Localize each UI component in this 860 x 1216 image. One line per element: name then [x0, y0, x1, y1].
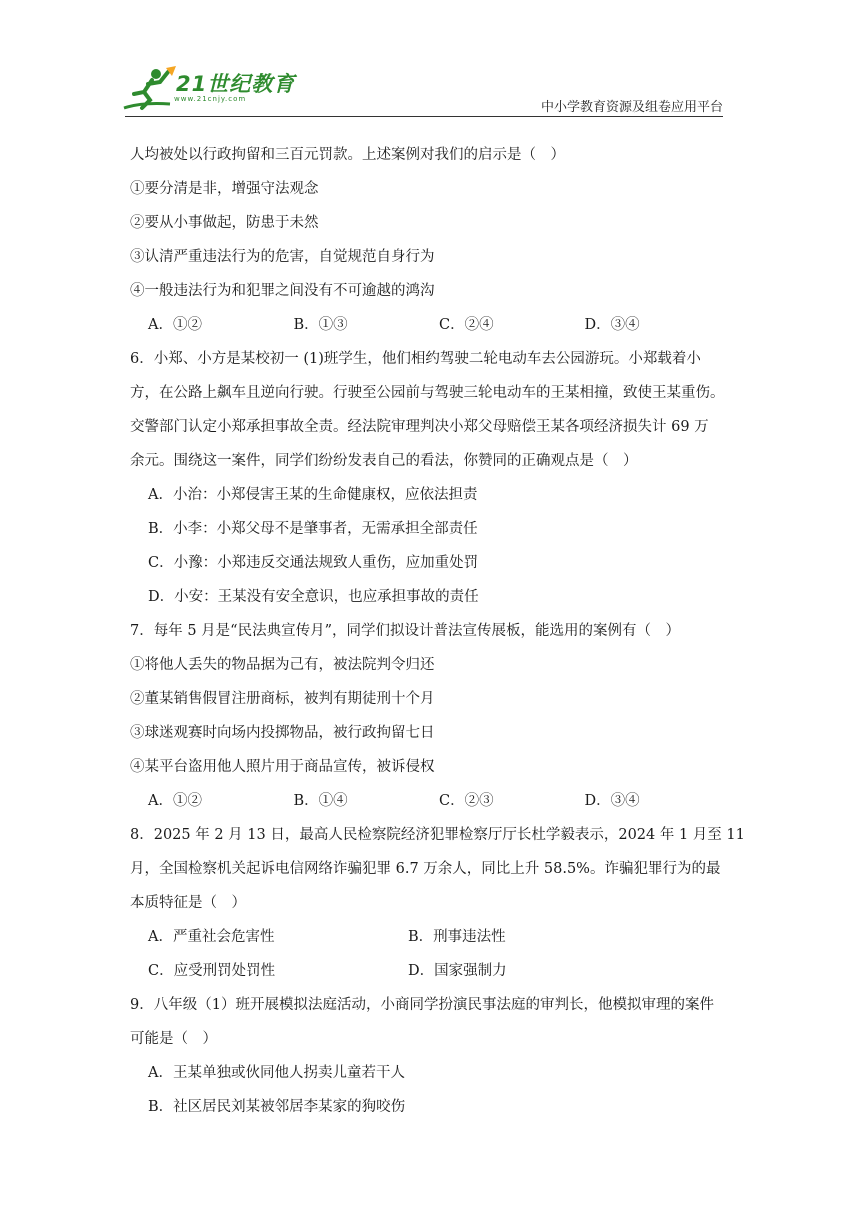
q7-options: [130, 784, 730, 818]
q5-option-c[interactable]: C．②④: [439, 317, 494, 333]
q5-item: ②要从小事做起，防患于未然: [130, 215, 319, 231]
q8-option-b[interactable]: B．刑事违法性: [408, 929, 506, 945]
q7-item: ①将他人丢失的物品据为己有，被法院判令归还: [130, 657, 435, 673]
page-header: [0, 0, 860, 118]
q9-option-b[interactable]: B．社区居民刘某被邻居李某家的狗咬伤: [148, 1099, 406, 1115]
logo-url: www.21cnjy.com: [174, 95, 247, 103]
platform-title: 中小学教育资源及组卷应用平台: [540, 100, 723, 115]
q9-stem-line: 可能是（ ）: [130, 1031, 217, 1047]
q8-option-a[interactable]: A．严重社会危害性: [148, 929, 275, 945]
q7-option-d[interactable]: D．③④: [584, 793, 640, 809]
q9-stem-line: 9．八年级（1）班开展模拟法庭活动，小商同学扮演民事法庭的审判长，他模拟审理的案件: [130, 997, 714, 1013]
q5-option-d[interactable]: D．③④: [584, 317, 640, 333]
q5-item: ③认清严重违法行为的危害，自觉规范自身行为: [130, 249, 435, 265]
q9-option-a[interactable]: A．王某单独或伙同他人拐卖儿童若干人: [148, 1065, 405, 1081]
q7-option-a[interactable]: A．①②: [148, 793, 202, 809]
q6-option-d[interactable]: D．小安：王某没有安全意识，也应承担事故的责任: [148, 589, 479, 605]
q6-stem-line: 余元。围绕这一案件，同学们纷纷发表自己的看法，你赞同的正确观点是（ ）: [130, 453, 638, 469]
q8-stem-line: 8．2025 年 2 月 13 日，最高人民检察院经济犯罪检察厅厅长杜学毅表示，2024 年 1 月至 11: [130, 827, 745, 843]
q7-item: ④某平台盗用他人照片用于商品宣传，被诉侵权: [130, 759, 435, 775]
q8-option-c[interactable]: C．应受刑罚处罚性: [148, 963, 276, 979]
question-content: [130, 138, 745, 1124]
q8-options-row2: [130, 954, 730, 988]
q7-item: ③球迷观赛时向场内投掷物品，被行政拘留七日: [130, 725, 435, 741]
q6-stem-line: 交警部门认定小郑承担事故全责。经法院审理判决小郑父母赔偿王某各项经济损失计 69 万: [130, 419, 709, 435]
q7-option-b[interactable]: B．①④: [293, 793, 348, 809]
q7-option-c[interactable]: C．②③: [439, 793, 494, 809]
q6-option-b[interactable]: B．小李：小郑父母不是肇事者，无需承担全部责任: [148, 521, 478, 537]
logo: [122, 64, 297, 116]
q5-item: ④一般违法行为和犯罪之间没有不可逾越的鸿沟: [130, 283, 435, 299]
q5-item: ①要分清是非，增强守法观念: [130, 181, 319, 197]
q5-option-a[interactable]: A．①②: [148, 317, 202, 333]
q6-option-a[interactable]: A．小治：小郑侵害王某的生命健康权，应依法担责: [148, 487, 478, 503]
q6-stem-line: 6．小郑、小方是某校初一 (1)班学生，他们相约驾驶二轮电动车去公园游玩。小郑载着小: [130, 351, 701, 367]
q8-options-row1: [130, 920, 730, 954]
q5-option-b[interactable]: B．①③: [293, 317, 348, 333]
q5-options: [130, 308, 730, 342]
q8-option-d[interactable]: D．国家强制力: [408, 963, 507, 979]
q7-stem: 7．每年 5 月是“民法典宣传月”，同学们拟设计普法宣传展板，能选用的案例有（ ）: [130, 623, 680, 639]
q7-item: ②董某销售假冒注册商标，被判有期徒刑十个月: [130, 691, 435, 707]
q6-option-c[interactable]: C．小豫：小郑违反交通法规致人重伤，应加重处罚: [148, 555, 479, 571]
q5-stem-tail: 人均被处以行政拘留和三百元罚款。上述案例对我们的启示是（ ）: [130, 147, 565, 163]
q8-stem-line: 月，全国检察机关起诉电信网络诈骗犯罪 6.7 万余人，同比上升 58.5%。诈骗犯罪行为的最: [130, 861, 721, 877]
header-divider: [125, 116, 723, 117]
running-figure-icon: [122, 64, 182, 116]
q8-stem-line: 本质特征是（ ）: [130, 895, 246, 911]
logo-text: 21世纪教育: [176, 72, 296, 96]
q6-stem-line: 方，在公路上飙车且逆向行驶。行驶至公园前与驾驶三轮电动车的王某相撞，致使王某重伤。: [130, 385, 725, 401]
